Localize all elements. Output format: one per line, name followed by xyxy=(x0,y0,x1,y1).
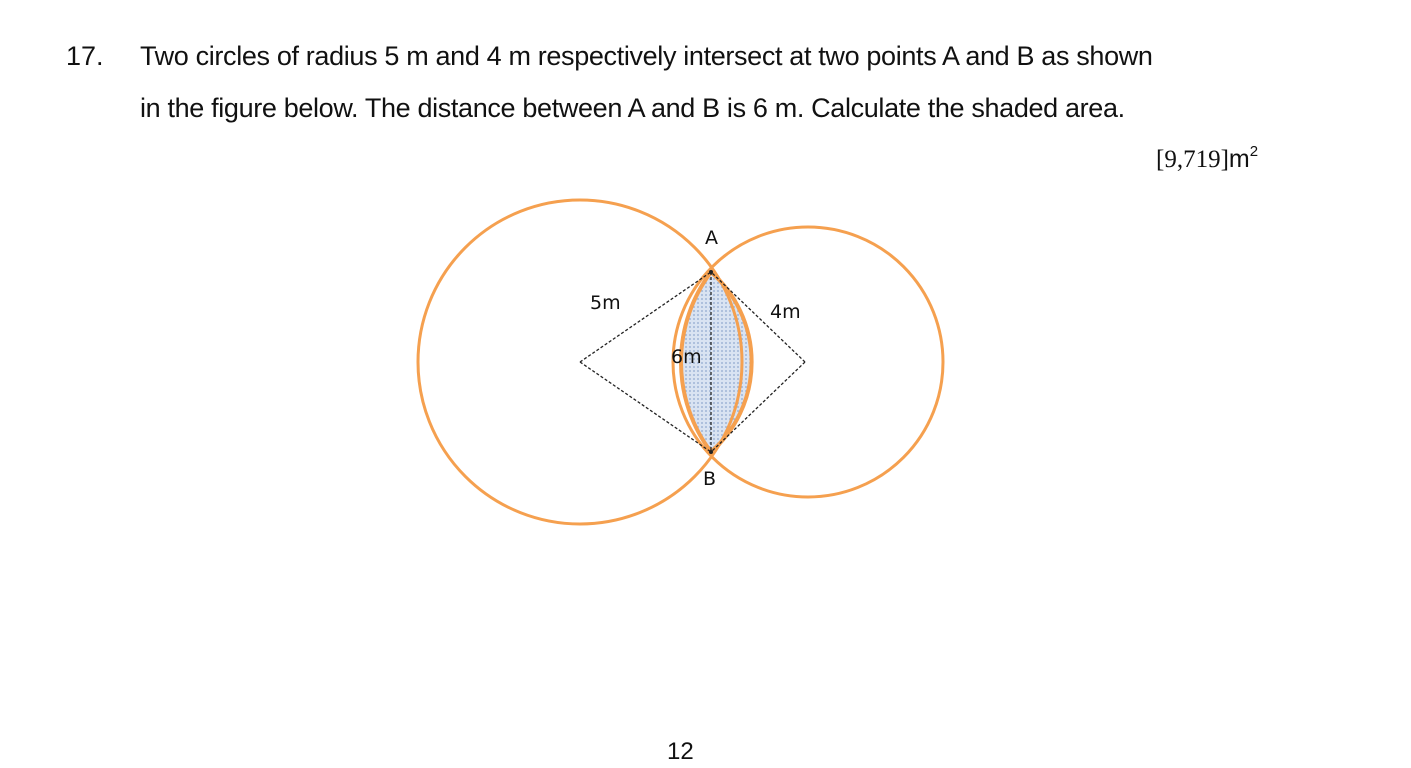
label-point-b: B xyxy=(703,468,717,490)
question-number: 17. xyxy=(66,41,104,71)
page-number: 12 xyxy=(667,738,694,765)
answer-value: [9,719] xyxy=(1156,146,1229,173)
intersecting-circles-figure xyxy=(400,185,960,535)
answer-exponent: 2 xyxy=(1249,143,1259,160)
point-b-marker xyxy=(709,450,713,454)
point-a-marker xyxy=(709,270,713,274)
answer-unit: m xyxy=(1228,145,1250,173)
label-small-radius: 4m xyxy=(770,301,801,323)
label-chord: 6m xyxy=(671,346,702,368)
answer xyxy=(1156,142,1258,177)
question-text-line-1: Two circles of radius 5 m and 4 m respectively intersect at two points A and B as shown xyxy=(140,41,1153,71)
label-point-a: A xyxy=(705,227,718,249)
question-text-line-2: in the figure below. The distance between A and B is 6 m. Calculate the shaded area. xyxy=(140,93,1125,123)
label-large-radius: 5m xyxy=(590,292,621,314)
